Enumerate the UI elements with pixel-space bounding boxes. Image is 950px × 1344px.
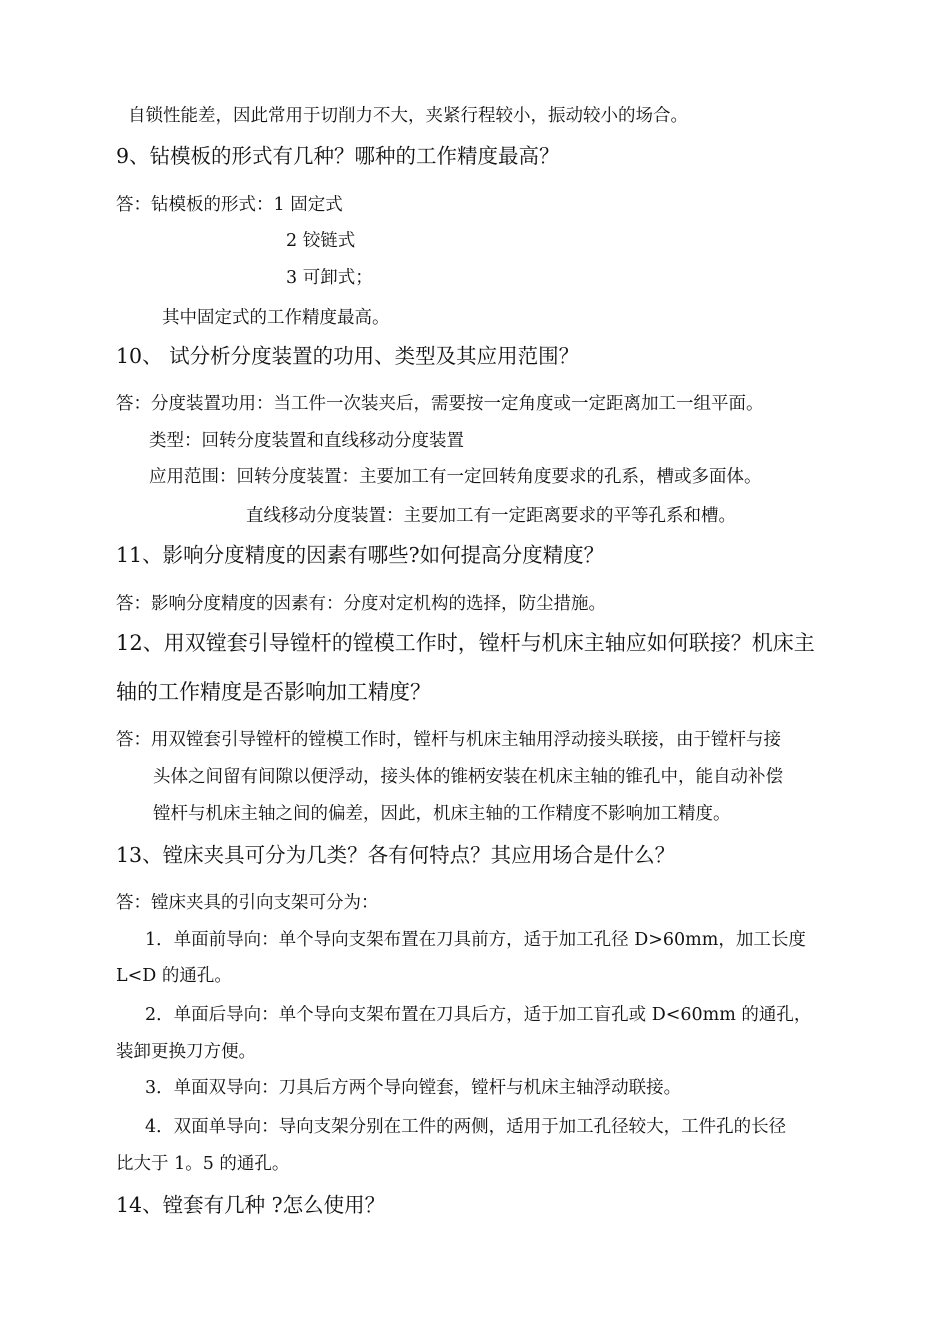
question-12-line-1: 12、用双镗套引导镗杆的镗模工作时，镗杆与机床主轴应如何联接？机床主 — [116, 631, 815, 655]
question-14: 14、镗套有几种 ?怎么使用？ — [116, 1193, 386, 1217]
question-12-line-2: 轴的工作精度是否影响加工精度？ — [116, 680, 431, 704]
answer-12-line-2: 头体之间留有间隙以便浮动，接头体的锥柄安装在机床主轴的锥孔中，能自动补偿 — [153, 767, 783, 787]
answer-11-line-1: 答：影响分度精度的因素有：分度对定机构的选择，防尘措施。 — [116, 594, 606, 614]
answer-9-line-1: 答：钻模板的形式：1 固定式 — [116, 195, 343, 215]
answer-12-line-1: 答：用双镗套引导镗杆的镗模工作时，镗杆与机床主轴用浮动接头联接，由于镗杆与接 — [116, 730, 781, 750]
answer-9-line-2: 2 铰链式 — [286, 231, 356, 251]
answer-10-line-4: 直线移动分度装置：主要加工有一定距离要求的平等孔系和槽。 — [246, 506, 736, 526]
question-10: 10、 试分析分度装置的功用、类型及其应用范围？ — [116, 344, 580, 368]
answer-13-item-2-line-1: 2．单面后导向：单个导向支架布置在刀具后方，适于加工盲孔或 D<60mm 的通孔， — [145, 1005, 812, 1025]
answer-10-line-1: 答：分度装置功用：当工件一次装夹后，需要按一定角度或一定距离加工一组平面。 — [116, 394, 764, 414]
answer-13-item-4-line-2: 比大于 1。5 的通孔。 — [116, 1154, 290, 1174]
answer-13-item-1-line-1: 1．单面前导向：单个导向支架布置在刀具前方，适于加工孔径 D>60mm，加工长度 — [145, 930, 806, 950]
answer-13-item-1-line-2: L<D 的通孔。 — [116, 966, 232, 986]
answer-13-item-4-line-1: 4．双面单导向：导向支架分别在工件的两侧，适用于加工孔径较大，工件孔的长径 — [145, 1117, 787, 1137]
answer-13-item-2-line-2: 装卸更换刀方便。 — [116, 1042, 256, 1062]
answer-12-line-3: 镗杆与机床主轴之间的偏差，因此，机床主轴的工作精度不影响加工精度。 — [153, 804, 731, 824]
answer-9-line-4: 其中固定式的工作精度最高。 — [162, 308, 390, 328]
answer-10-line-2: 类型：回转分度装置和直线移动分度装置 — [149, 431, 464, 451]
answer-9-line-3: 3 可卸式； — [286, 268, 373, 288]
question-9: 9、钻模板的形式有几种？哪种的工作精度最高？ — [116, 144, 560, 168]
question-11: 11、影响分度精度的因素有哪些?如何提高分度精度？ — [116, 543, 605, 567]
answer-13-line-1: 答：镗床夹具的引向支架可分为： — [116, 893, 379, 913]
answer-13-item-3: 3．单面双导向：刀具后方两个导向镗套，镗杆与机床主轴浮动联接。 — [145, 1078, 682, 1098]
answer-10-line-3: 应用范围：回转分度装置：主要加工有一定回转角度要求的孔系，槽或多面体。 — [149, 467, 762, 487]
continuation-text: 自锁性能差，因此常用于切削力不大，夹紧行程较小，振动较小的场合。 — [128, 106, 688, 126]
question-13: 13、镗床夹具可分为几类？各有何特点？其应用场合是什么？ — [116, 843, 676, 867]
